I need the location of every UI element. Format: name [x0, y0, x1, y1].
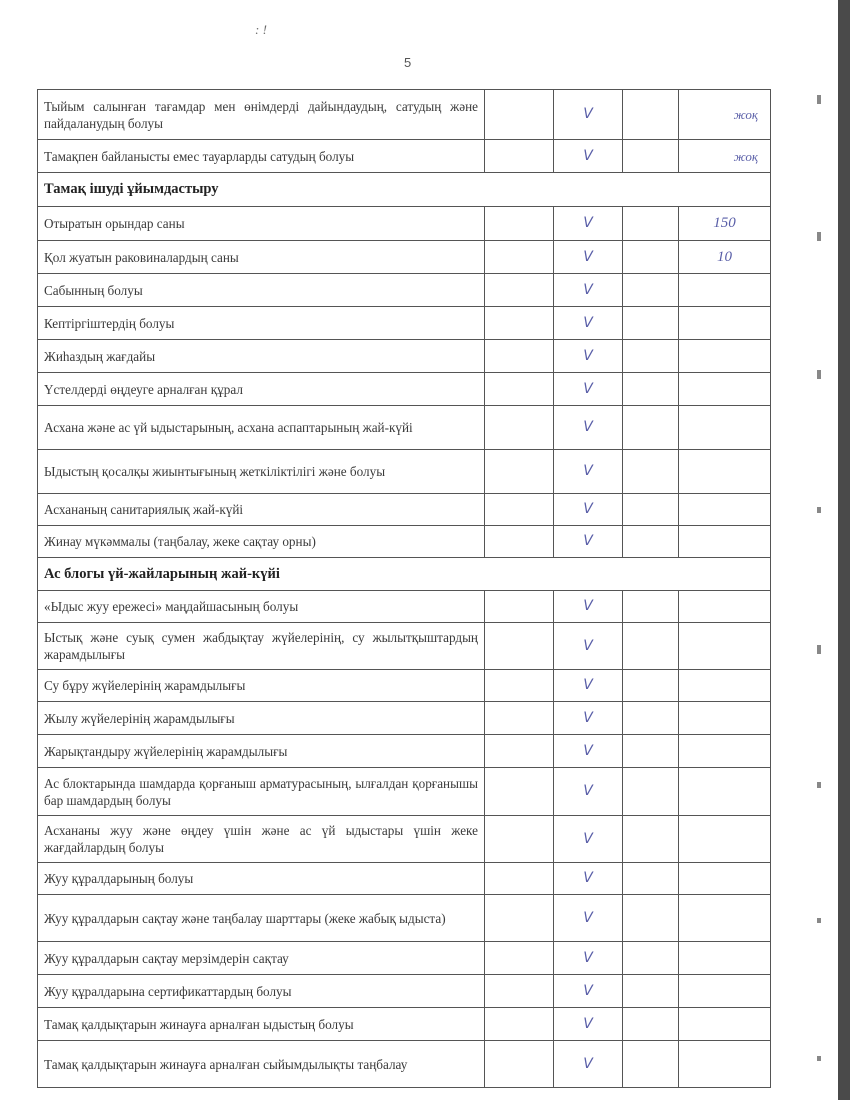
empty-cell [485, 494, 554, 526]
handwritten-note [679, 623, 771, 670]
handwritten-note [679, 494, 771, 526]
table-row [38, 591, 771, 623]
check-mark: V [554, 1008, 623, 1041]
handwritten-note [679, 406, 771, 450]
table-row [38, 895, 771, 942]
empty-cell [623, 942, 679, 975]
item-description: Ыстық және суық сумен жабдықтау жүйелерінің, су жылытқыштардың жарамдылығы [38, 623, 485, 670]
handwritten-note [679, 895, 771, 942]
check-mark: V [554, 307, 623, 340]
check-mark: V [554, 975, 623, 1008]
empty-cell [485, 526, 554, 558]
table-row [38, 494, 771, 526]
table-row [38, 406, 771, 450]
empty-cell [485, 942, 554, 975]
item-description: Асхана және ас үй ыдыстарының, асхана аспаптарының жай-күйі [38, 406, 485, 450]
empty-cell [623, 1041, 679, 1088]
check-mark: V [554, 140, 623, 173]
empty-cell [485, 90, 554, 140]
check-mark: V [554, 207, 623, 241]
section-header-row [38, 173, 771, 207]
inspection-checklist-table [37, 89, 771, 1088]
section-header-row [38, 558, 771, 591]
empty-cell [623, 526, 679, 558]
item-description: Жуу құралдарына сертификаттардың болуы [38, 975, 485, 1008]
table-row [38, 1041, 771, 1088]
check-mark: V [554, 816, 623, 863]
item-description: Асхананың санитариялық жай-күйі [38, 494, 485, 526]
check-mark: V [554, 241, 623, 274]
empty-cell [485, 768, 554, 816]
empty-cell [623, 274, 679, 307]
empty-cell [623, 207, 679, 241]
empty-cell [485, 274, 554, 307]
table-row [38, 140, 771, 173]
table-row [38, 90, 771, 140]
table-row [38, 1008, 771, 1041]
empty-cell [485, 591, 554, 623]
table-row [38, 307, 771, 340]
handwritten-note: жоқ [679, 90, 771, 140]
table-row [38, 623, 771, 670]
item-description: Жинау мүкәммалы (таңбалау, жеке сақтау орны) [38, 526, 485, 558]
item-description: Тамақ қалдықтарын жинауға арналған сыйымдылықты таңбалау [38, 1041, 485, 1088]
check-mark: V [554, 406, 623, 450]
item-description: Жарықтандыру жүйелерінің жарамдылығы [38, 735, 485, 768]
item-description: Су бұру жүйелерінің жарамдылығы [38, 670, 485, 702]
empty-cell [485, 670, 554, 702]
item-description: Жылу жүйелерінің жарамдылығы [38, 702, 485, 735]
table-row [38, 863, 771, 895]
item-description: Тамақпен байланысты емес тауарларды сатудың болуы [38, 140, 485, 173]
table-row [38, 274, 771, 307]
scan-mark [817, 507, 821, 513]
table-row [38, 207, 771, 241]
item-description: Қол жуатын раковиналардың саны [38, 241, 485, 274]
table-row [38, 975, 771, 1008]
item-description: Жуу құралдарының болуы [38, 863, 485, 895]
handwritten-note: жоқ [679, 140, 771, 173]
handwritten-note [679, 735, 771, 768]
item-description: Сабынның болуы [38, 274, 485, 307]
item-description: Тамақ қалдықтарын жинауға арналған ыдыстың болуы [38, 1008, 485, 1041]
item-description: Жиһаздың жағдайы [38, 340, 485, 373]
check-mark: V [554, 591, 623, 623]
check-mark: V [554, 1041, 623, 1088]
check-mark: V [554, 942, 623, 975]
check-mark: V [554, 450, 623, 494]
item-description: Тыйым салынған тағамдар мен өнімдерді дайындаудың, сатудың және пайдаланудың болуы [38, 90, 485, 140]
scan-mark [817, 782, 821, 788]
handwritten-note [679, 373, 771, 406]
empty-cell [485, 895, 554, 942]
empty-cell [623, 450, 679, 494]
table-row [38, 450, 771, 494]
item-description: Жуу құралдарын сақтау мерзімдерін сақтау [38, 942, 485, 975]
handwritten-note: 150 [679, 207, 771, 241]
table-row [38, 526, 771, 558]
empty-cell [623, 591, 679, 623]
scan-mark [817, 370, 821, 379]
handwritten-note [679, 274, 771, 307]
scan-mark [817, 918, 821, 923]
check-mark: V [554, 863, 623, 895]
item-description: Ас блоктарында шамдарда қорғаныш арматурасының, ылғалдан қорғанышы бар шамдардың болуы [38, 768, 485, 816]
handwritten-note [679, 1041, 771, 1088]
handwritten-note [679, 307, 771, 340]
item-description: Жуу құралдарын сақтау және таңбалау шарттары (жеке жабық ыдыста) [38, 895, 485, 942]
table-row [38, 768, 771, 816]
handwritten-note [679, 340, 771, 373]
check-mark: V [554, 340, 623, 373]
empty-cell [623, 241, 679, 274]
handwritten-mark: : ! [255, 22, 267, 37]
empty-cell [485, 406, 554, 450]
handwritten-note [679, 863, 771, 895]
handwritten-note [679, 670, 771, 702]
empty-cell [623, 140, 679, 173]
scan-mark [817, 645, 821, 654]
empty-cell [485, 373, 554, 406]
table-row [38, 942, 771, 975]
empty-cell [485, 140, 554, 173]
empty-cell [485, 975, 554, 1008]
check-mark: V [554, 623, 623, 670]
empty-cell [623, 702, 679, 735]
table-row [38, 373, 771, 406]
check-mark: V [554, 494, 623, 526]
empty-cell [623, 406, 679, 450]
empty-cell [623, 373, 679, 406]
check-mark: V [554, 735, 623, 768]
empty-cell [485, 702, 554, 735]
item-description: Кептіргіштердің болуы [38, 307, 485, 340]
table-row [38, 702, 771, 735]
handwritten-note [679, 591, 771, 623]
handwritten-note [679, 942, 771, 975]
empty-cell [623, 90, 679, 140]
item-description: «Ыдыс жуу ережесі» маңдайшасының болуы [38, 591, 485, 623]
empty-cell [623, 975, 679, 1008]
table-row [38, 241, 771, 274]
empty-cell [485, 1008, 554, 1041]
scan-mark [817, 232, 821, 241]
check-mark: V [554, 768, 623, 816]
handwritten-note [679, 702, 771, 735]
empty-cell [623, 816, 679, 863]
empty-cell [485, 340, 554, 373]
empty-cell [485, 816, 554, 863]
handwritten-note [679, 768, 771, 816]
table-row [38, 340, 771, 373]
handwritten-note [679, 975, 771, 1008]
handwritten-note [679, 1008, 771, 1041]
empty-cell [485, 1041, 554, 1088]
scan-edge [838, 0, 850, 1100]
item-description: Үстелдерді өңдеуге арналған құрал [38, 373, 485, 406]
scan-mark [817, 95, 821, 104]
empty-cell [623, 895, 679, 942]
empty-cell [623, 863, 679, 895]
empty-cell [485, 307, 554, 340]
handwritten-note [679, 450, 771, 494]
handwritten-note [679, 526, 771, 558]
empty-cell [623, 670, 679, 702]
table-row [38, 670, 771, 702]
empty-cell [623, 340, 679, 373]
check-mark: V [554, 670, 623, 702]
empty-cell [485, 450, 554, 494]
table-row [38, 735, 771, 768]
item-description: Асхананы жуу және өңдеу үшін және ас үй ыдыстары үшін жеке жағдайлардың болуы [38, 816, 485, 863]
check-mark: V [554, 702, 623, 735]
empty-cell [485, 623, 554, 670]
empty-cell [623, 768, 679, 816]
table-row [38, 816, 771, 863]
empty-cell [623, 735, 679, 768]
empty-cell [485, 207, 554, 241]
empty-cell [623, 1008, 679, 1041]
check-mark: V [554, 526, 623, 558]
empty-cell [623, 307, 679, 340]
check-mark: V [554, 274, 623, 307]
check-mark: V [554, 373, 623, 406]
check-mark: V [554, 90, 623, 140]
page-number: 5 [404, 55, 412, 70]
item-description: Отыратын орындар саны [38, 207, 485, 241]
empty-cell [623, 623, 679, 670]
empty-cell [485, 863, 554, 895]
section-title: Ас блогы үй-жайларының жай-күйі [38, 558, 771, 591]
scan-mark [817, 1056, 821, 1061]
handwritten-note [679, 816, 771, 863]
empty-cell [623, 494, 679, 526]
handwritten-note: 10 [679, 241, 771, 274]
empty-cell [485, 735, 554, 768]
empty-cell [485, 241, 554, 274]
item-description: Ыдыстың қосалқы жиынтығының жеткіліктілігі және болуы [38, 450, 485, 494]
check-mark: V [554, 895, 623, 942]
section-title: Тамақ ішуді ұйымдастыру [38, 173, 771, 207]
